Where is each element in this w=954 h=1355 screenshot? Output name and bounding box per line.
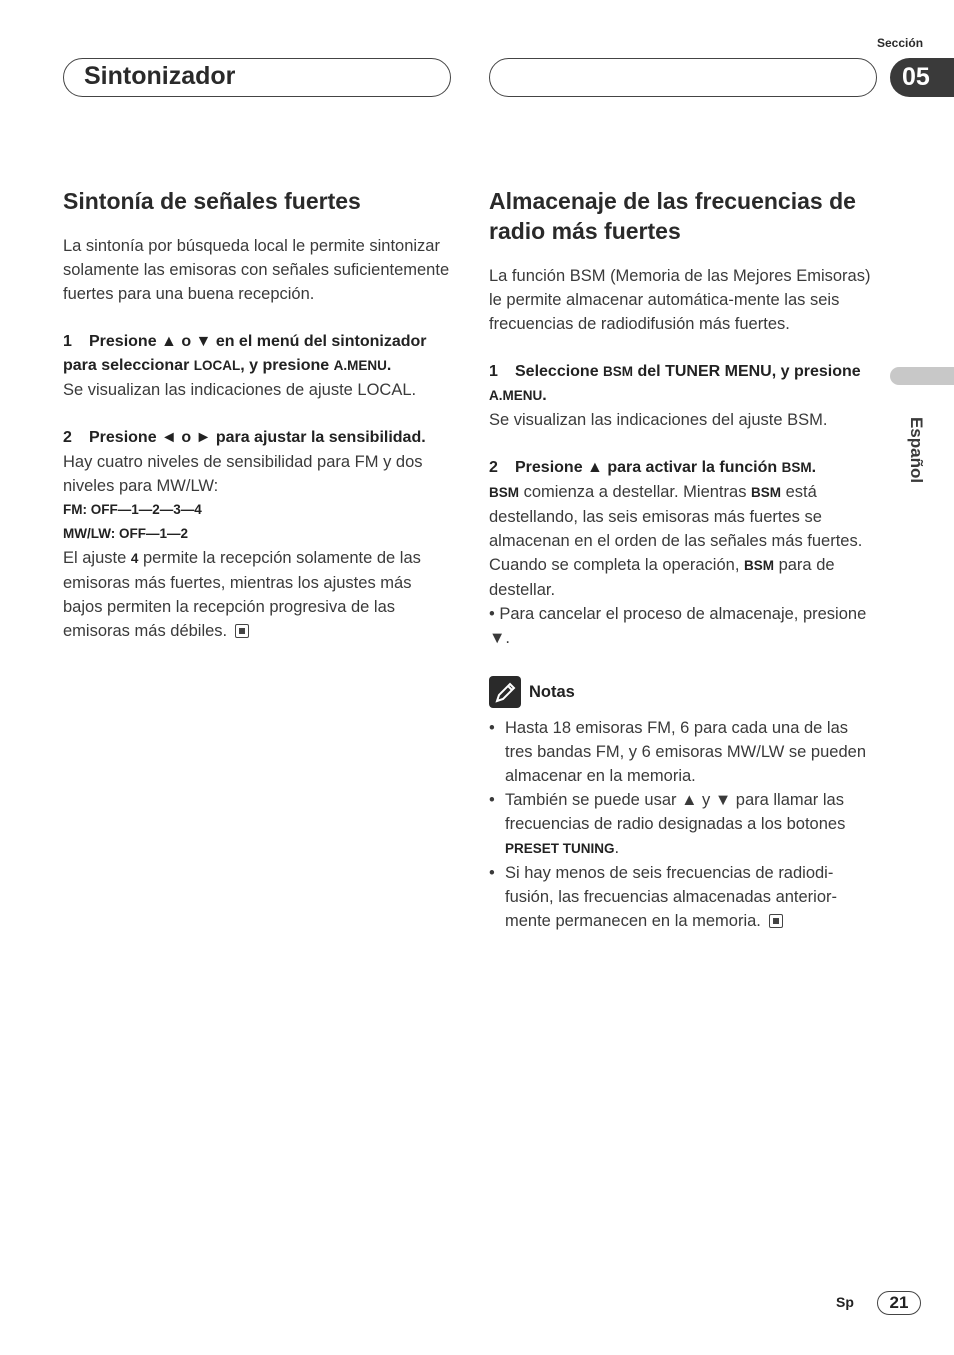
page-title: Sintonizador (84, 62, 236, 90)
step-number: 2 (63, 429, 72, 446)
right-step-1: 1 Seleccione BSM del TUNER MENU, y presione A.MENU. (489, 360, 879, 408)
sequence-fm: FM: OFF—1—2—3—4 (63, 502, 202, 517)
end-of-section-icon (769, 914, 783, 928)
page-number: 21 (877, 1291, 921, 1315)
step-number: 2 (489, 459, 498, 476)
left-step-2-result: Hay cuatro niveles de sensibilidad para FM y dos niveles para MW/LW: (63, 453, 423, 495)
right-step-2-result: BSM comienza a destellar. Mientras BSM está destellando, las seis emisoras más fuertes se almacenan en el orden de las señales más fuertes. Cuando se completa la operación, BSM para de destellar. (489, 483, 863, 599)
right-column (489, 186, 879, 933)
notes-list (489, 716, 879, 933)
note-item: • Hasta 18 emisoras FM, 6 para cada una de las tres bandas FM, y 6 emisoras MW/LW se pueden almacenar en la memoria. (489, 716, 879, 788)
left-step-2: 2 Presione ◄ o ► para ajustar la sensibilidad. (63, 426, 453, 450)
step-number: 1 (489, 363, 498, 380)
notes-title: Notas (529, 682, 575, 701)
right-heading: Almacenaje de las frecuencias de radio más fuertes (489, 188, 856, 244)
left-column (63, 186, 453, 643)
local-label: LOCAL (193, 358, 241, 373)
left-closing-paragraph: El ajuste 4 permite la recepción solamente de las emisoras más fuertes, mientras los ajustes más bajos permiten la recepción progresiva de las emisoras más débiles. (63, 549, 421, 640)
language-label: Español (907, 416, 926, 484)
language-tab-marker (890, 367, 954, 385)
right-intro: La función BSM (Memoria de las Mejores Emisoras) le permite almacenar automática-mente las seis frecuencias de radiodifusión más fuertes. (489, 267, 871, 333)
amenu-label: A.MENU (333, 358, 387, 373)
note-item: • Si hay menos de seis frecuencias de radiodi-fusión, las frecuencias almacenadas anterior-mente permanecen en la memoria. (489, 861, 879, 933)
left-intro: La sintonía por búsqueda local le permite sintonizar solamente las emisoras con señales suficientemente fuertes para una buena recepción. (63, 237, 450, 303)
left-step-1-result: Se visualizan las indicaciones de ajuste LOCAL. (63, 381, 417, 399)
right-step-2: 2 Presione ▲ para activar la función BSM. (489, 456, 879, 480)
language-code: Sp (836, 1294, 854, 1310)
section-number-badge: 05 (890, 58, 954, 97)
sequence-mwlw: MW/LW: OFF—1—2 (63, 526, 188, 541)
notes-header (489, 676, 879, 708)
section-label: Sección (877, 36, 924, 50)
left-step-1: 1 Presione ▲ o ▼ en el menú del sintonizador para seleccionar LOCAL, y presione A.MENU. (63, 330, 453, 378)
right-step-1-result: Se visualizan las indicaciones del ajuste BSM. (489, 411, 828, 429)
left-heading: Sintonía de señales fuertes (63, 188, 361, 214)
cancel-instruction: • Para cancelar el proceso de almacenaje, presione ▼. (489, 605, 867, 647)
note-item: • También se puede usar ▲ y ▼ para llamar las frecuencias de radio designadas a los botones PRESET TUNING. (489, 788, 879, 861)
end-of-section-icon (235, 624, 249, 638)
pencil-icon (489, 676, 521, 708)
preset-tuning-label: PRESET TUNING (505, 841, 615, 856)
header-blank-frame (489, 58, 877, 97)
step-number: 1 (63, 333, 72, 350)
